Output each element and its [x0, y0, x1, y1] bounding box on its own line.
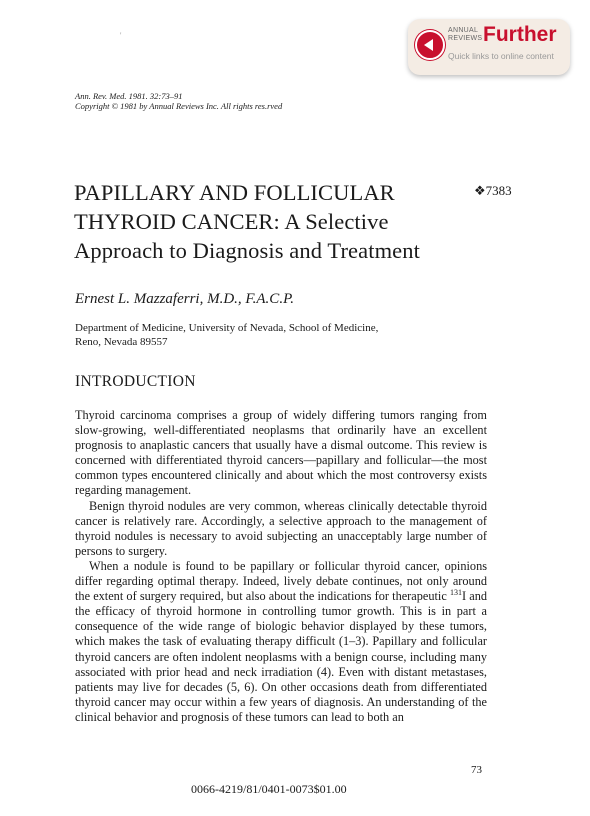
- play-arrow-icon: [415, 30, 445, 60]
- title-line-2: THYROID CANCER: A Selective: [74, 209, 389, 234]
- section-heading: INTRODUCTION: [75, 373, 196, 390]
- badge-brand-small: ANNUAL REVIEWS: [448, 27, 483, 42]
- journal-copyright: Copyright © 1981 by Annual Reviews Inc. All rights res.rved: [75, 101, 283, 111]
- paragraph-2: Benign thyroid nodules are very common, whereas clinically detectable thyroid cancer is relatively rare. Accordingly, a selective approach to the management of thyroid nodules is necessary to avoid subjecting an unacceptably large number of persons to surgery.: [75, 498, 487, 558]
- journal-citation: Ann. Rev. Med. 1981. 32:73–91: [75, 91, 183, 101]
- title-line-3: Approach to Diagnosis and Treatment: [74, 238, 420, 263]
- page-number: 73: [471, 764, 482, 776]
- affiliation-line-1: Department of Medicine, University of Nevada, School of Medicine,: [75, 322, 379, 334]
- badge-brand-big: Further: [483, 23, 557, 46]
- badge-tagline: Quick links to online content: [448, 51, 554, 61]
- author-affiliation: [75, 321, 378, 349]
- isotope-superscript: 131: [449, 588, 462, 598]
- annual-reviews-further-badge[interactable]: [408, 19, 570, 75]
- paragraph-3-before: When a nodule is found to be papillary or follicular thyroid cancer, opinions differ regarding optimal therapy. Indeed, lively debate continues, not only around the extent of surgery required, but also about the indications for therapeutic: [75, 558, 487, 604]
- journal-info: [75, 91, 282, 111]
- body-text: [75, 408, 487, 725]
- paragraph-3-after: I and the efficacy of thyroid hormone in controlling tumor growth. This is in part a consequence of the wide range of biologic behavior displayed by these tumors, which makes the task of evaluating therapy difficult (1–3). Papillary and follicular thyroid cancers are often indolent neoplasms with a benign course, including many associated with prior head and neck irradiation (4). Even with distant metastases, patients may live for decades (5, 6). On other occasions death from differentiated thyroid cancer may occur within a few years of diagnosis. An understanding of the clinical behavior and prognosis of these tumors can lead to both an: [75, 589, 487, 724]
- title-line-1: PAPILLARY AND FOLLICULAR: [74, 180, 395, 205]
- stray-mark: ': [120, 31, 122, 40]
- article-title: [74, 178, 474, 265]
- author-name: Ernest L. Mazzaferri, M.D., F.A.C.P.: [75, 291, 295, 307]
- affiliation-line-2: Reno, Nevada 89557: [75, 336, 168, 348]
- paragraph-3: [75, 559, 487, 725]
- footer-code: 0066-4219/81/0401-0073$01.00: [191, 782, 347, 796]
- article-code: ❖7383: [474, 183, 512, 198]
- paragraph-1: Thyroid carcinoma comprises a group of widely differing tumors ranging from slow-growing, well-differentiated neoplasms that ordinarily have an excellent prognosis to anaplastic cancers that usually have a dismal outcome. This review is concerned with differentiated thyroid cancers—papillary and follicular—the most common types encountered clinically and about which the most controversy exists regarding management.: [75, 408, 487, 498]
